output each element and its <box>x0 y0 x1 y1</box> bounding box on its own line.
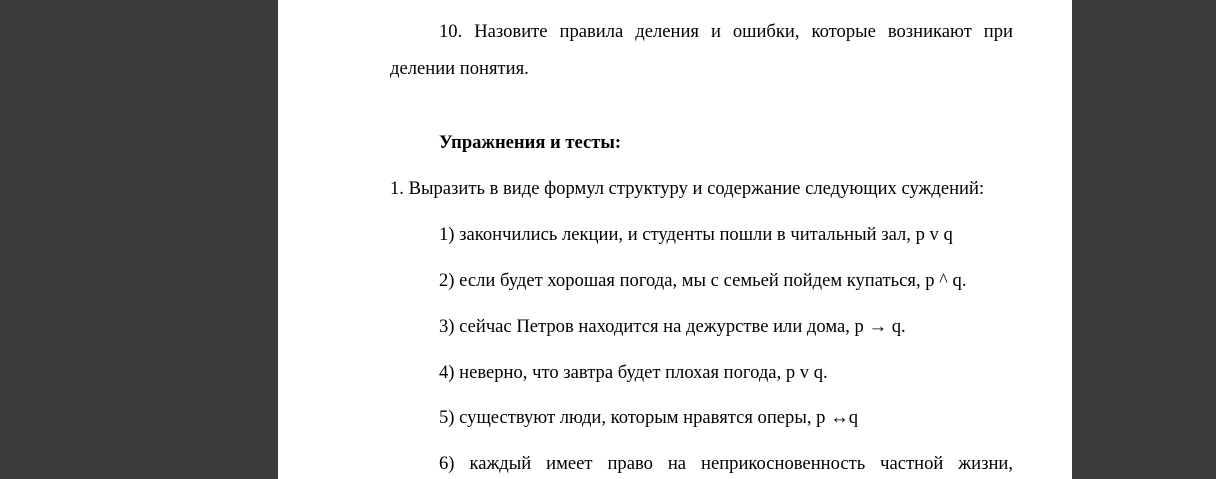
document-page <box>278 0 1072 479</box>
task-1: 1. Выразить в виде формул структуру и содержание следующих суждений: <box>390 178 985 199</box>
list-item: 4) неверно, что завтра будет плохая погода, p v q. <box>439 362 828 383</box>
question-10-line2: делении понятия. <box>390 58 529 79</box>
list-item: 6) каждый имеет право на неприкосновенность частной жизни, <box>439 453 1013 474</box>
list-item: 1) закончились лекции, и студенты пошли в читальный зал, p v q <box>439 224 953 245</box>
section-heading: Упражнения и тесты: <box>439 132 622 153</box>
question-10-line1: 10. Назовите правила деления и ошибки, которые возникают при <box>439 21 1013 42</box>
list-item: 5) существуют люди, которым нравятся оперы, p ↔q <box>439 407 858 428</box>
list-item: 2) если будет хорошая погода, мы с семьей пойдем купаться, p ^ q. <box>439 270 967 291</box>
list-item: 3) сейчас Петров находится на дежурстве или дома, p → q. <box>439 316 906 337</box>
